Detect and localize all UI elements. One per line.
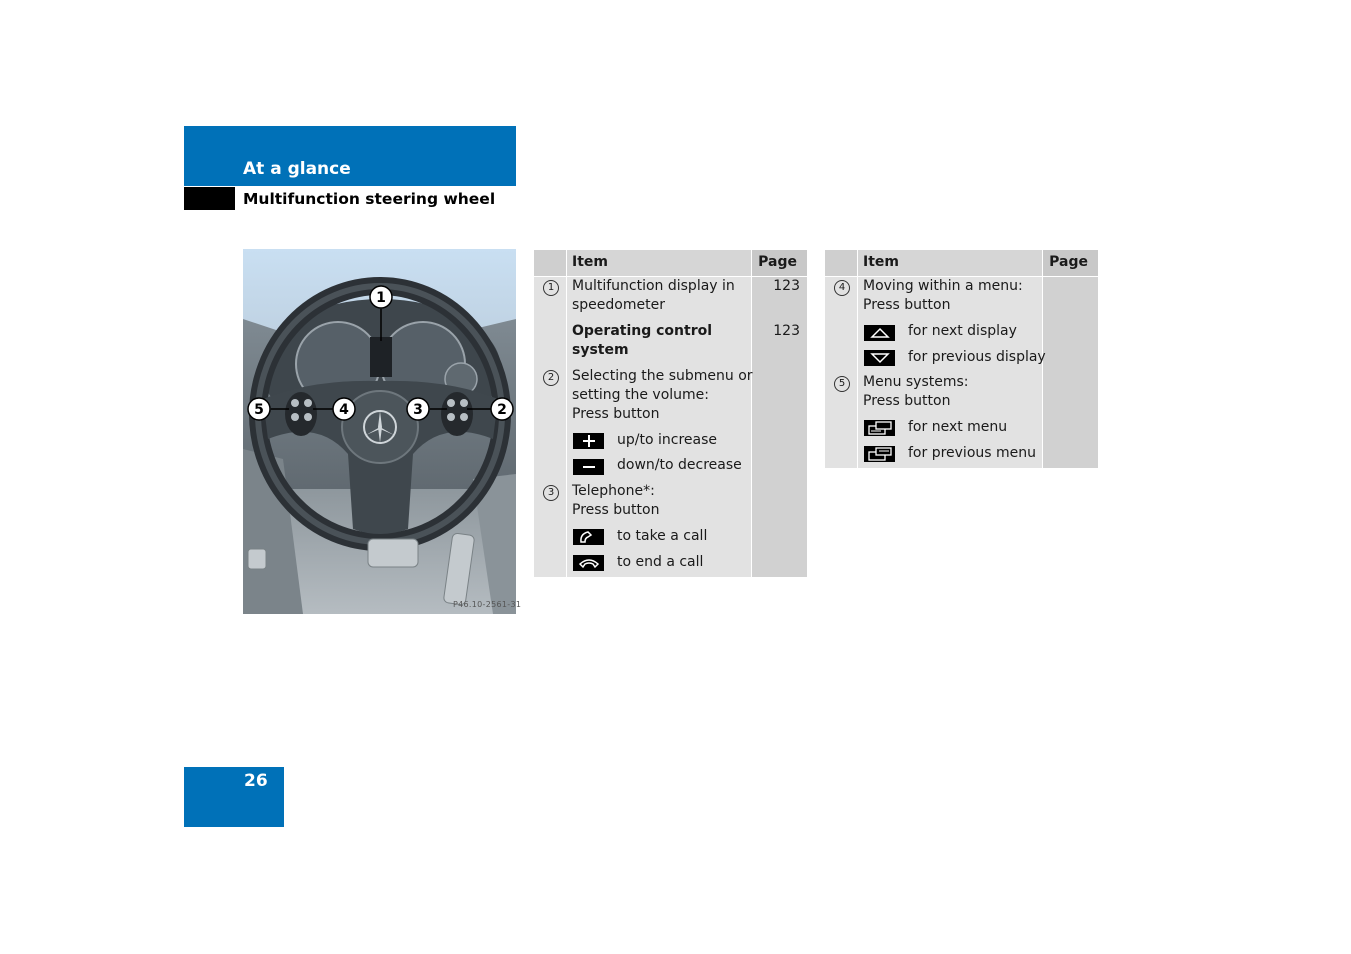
item-text: Selecting the submenu or xyxy=(572,368,753,384)
item-text: Telephone*: xyxy=(572,483,655,499)
item-text: Press button xyxy=(572,502,660,518)
section-title: At a glance xyxy=(243,159,351,179)
page-ref: 123 xyxy=(773,278,800,294)
callout-3: 3 xyxy=(413,402,423,418)
item-text: system xyxy=(572,342,629,358)
item-text: Operating control xyxy=(572,323,713,339)
phone-hangup-icon xyxy=(573,555,604,571)
callout-4: 4 xyxy=(339,402,349,418)
key-description: to take a call xyxy=(617,528,708,544)
item-number: 4 xyxy=(834,280,850,296)
key-description: for next display xyxy=(908,323,1017,339)
minus-icon xyxy=(573,459,604,475)
key-description: for previous menu xyxy=(908,445,1037,461)
item-text: speedometer xyxy=(572,297,665,313)
key-description: to end a call xyxy=(617,554,704,570)
steering-wheel-image xyxy=(243,249,516,614)
item-text: Menu systems: xyxy=(863,374,969,390)
item-number: 5 xyxy=(834,376,850,392)
header-page: Page xyxy=(1049,254,1088,270)
header-item: Item xyxy=(863,254,899,270)
item-text: Moving within a menu: xyxy=(863,278,1023,294)
item-text: Press button xyxy=(863,297,951,313)
header-page: Page xyxy=(758,254,797,270)
item-number: 3 xyxy=(543,485,559,501)
page-number-box xyxy=(184,767,284,827)
page-ref: 123 xyxy=(773,323,800,339)
key-description: up/to increase xyxy=(617,432,717,448)
item-text: Press button xyxy=(863,393,951,409)
section-marker xyxy=(184,187,235,210)
key-description: for next menu xyxy=(908,419,1008,435)
item-number: 1 xyxy=(543,280,559,296)
page-subtitle: Multifunction steering wheel xyxy=(243,190,496,208)
next-menu-icon xyxy=(864,420,895,436)
table-left xyxy=(534,250,807,577)
phone-pickup-icon xyxy=(573,529,604,545)
key-description: for previous display xyxy=(908,349,1046,365)
arrow-down-icon xyxy=(864,350,895,366)
item-text: setting the volume: xyxy=(572,387,709,403)
callout-5: 5 xyxy=(254,402,264,418)
previous-menu-icon xyxy=(864,446,895,462)
header-item: Item xyxy=(572,254,608,270)
arrow-up-icon xyxy=(864,325,895,341)
steering-wheel-illustration xyxy=(243,249,516,614)
item-number: 2 xyxy=(543,370,559,386)
callout-1: 1 xyxy=(376,290,386,306)
item-text: Press button xyxy=(572,406,660,422)
illustration-reference: P46.10-2561-31 xyxy=(453,600,522,609)
page-column xyxy=(1043,250,1098,468)
callout-2: 2 xyxy=(497,402,507,418)
table-right xyxy=(825,250,1098,468)
page-number: 26 xyxy=(244,771,268,791)
page-column xyxy=(752,250,807,577)
item-text: Multifunction display in xyxy=(572,278,735,294)
plus-icon xyxy=(573,433,604,449)
key-description: down/to decrease xyxy=(617,457,742,473)
